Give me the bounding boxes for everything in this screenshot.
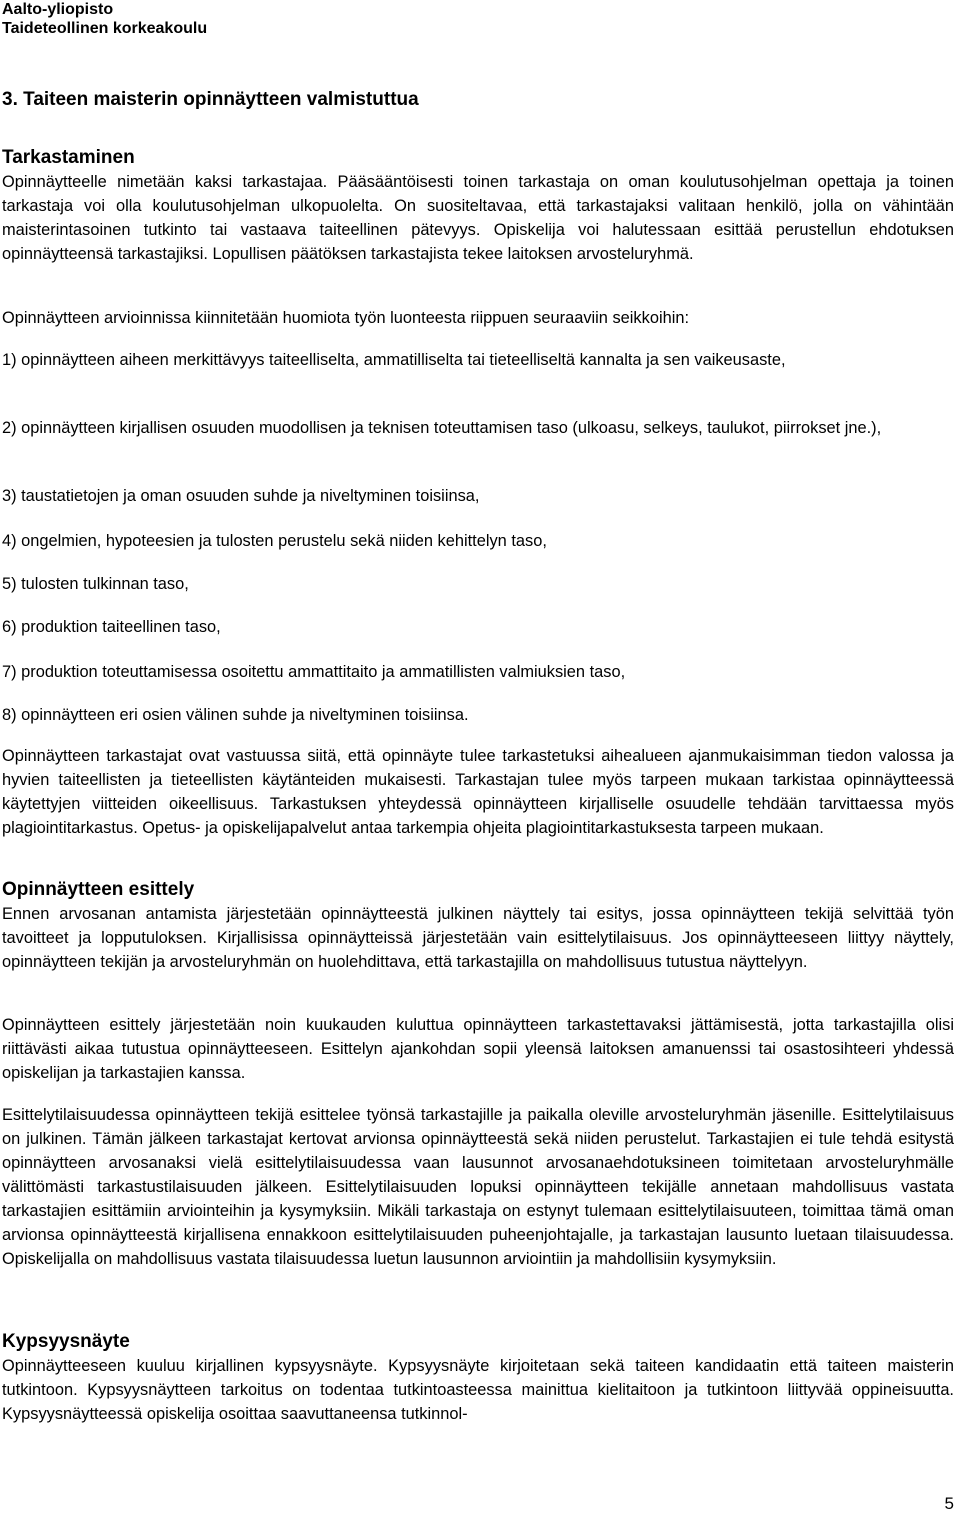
paragraph-kypsyysnayte: Opinnäytteeseen kuuluu kirjallinen kypsyysnäyte. Kypsyysnäyte kirjoitetaan sekä taiteen kandidaatin että taiteen maisterin tutkintoon. Kypsyysnäytteen tarkoitus on todentaa tutkintoasteessa mainittua kielitaitoon ja tutkintoon liittyvää oppineisuutta. Kypsyysnäytteessä opiskelija osoittaa saavuttaneensa tutkinnol- — [2, 1357, 954, 1423]
header-school: Taideteollinen korkeakoulu — [2, 20, 208, 37]
paragraph-esittely-3: Esittelytilaisuudessa opinnäytteen tekijä esittelee työnsä tarkastajille ja paikalla oleville arvosteluryhmän jäsenille. Esittelytilaisuus on julkinen. Tämän jälkeen tarkastajat kertovat arvionsa opinnäytteestä sekä niiden perustelut. Tarkastajien ei tule tehdä esitystä opinnäytteen arvosanaksi vielä esittelytilaisuudessa vaan lausunnot arvosanaehdotuksineen toimitetaan arvosteluryhmälle välittömästi tarkastustilaisuuden jälkeen. Esittelytilaisuuden lopuksi opinnäytteen tekijälle annetaan mahdollisuus vastata tarkastajien esittämiin arviointeihin ja kysymyksiin. Mikäli tarkastaja on estynyt tulemaan esittelytilaisuuteen, toimittaa tämä oman arvionsa opinnäytteestä kirjallisena ennakkoon esittelytilaisuuden puheenjohtajalle, ja tarkastajan lausunto luetaan tilaisuudessa. Opiskelijalla on mahdollisuus vastata tilaisuudessa luetun lausunnon arviointiin ja mahdollisiin kysymyksiin. — [2, 1106, 954, 1268]
paragraph-arviointi-intro: Opinnäytteen arvioinnissa kiinnitetään huomiota työn luonteesta riippuen seuraaviin seikkoihin: — [2, 309, 690, 327]
section-title: 3. Taiteen maisterin opinnäytteen valmistuttua — [2, 89, 419, 110]
list-item-6: 6) produktion taiteellinen taso, — [2, 618, 221, 636]
paragraph-tarkastajat: Opinnäytteelle nimetään kaksi tarkastajaa. Pääsääntöisesti toinen tarkastaja on oman koulutusohjelman opettaja ja toinen tarkastaja voi olla koulutusohjelman ulkopuolelta. On suositeltavaa, että tarkastajaksi valitaan henkilö, jolla on vähintään maisterintasoinen tutkinto tai vastaava taiteellinen pätevyys. Opiskelija voi halutessaan esittää perustellun ehdotuksen opinnäytteensä tarkastajiksi. Lopullisen päätöksen tarkastajista tekee laitoksen arvosteluryhmä. — [2, 173, 954, 263]
heading-esittely: Opinnäytteen esittely — [2, 879, 195, 900]
page-number: 5 — [944, 1494, 954, 1513]
heading-kypsyysnayte: Kypsyysnäyte — [2, 1331, 130, 1352]
list-item-1: 1) opinnäytteen aiheen merkittävyys taiteelliselta, ammatilliselta tai tieteelliseltä kannalta ja sen vaikeusaste, — [2, 351, 786, 369]
list-item-2: 2) opinnäytteen kirjallisen osuuden muodollisen ja teknisen toteuttamisen taso (ulkoasu, selkeys, taulukot, piirrokset jne.), — [2, 419, 882, 437]
header-university: Aalto-yliopisto — [2, 1, 114, 18]
paragraph-esittely-2: Opinnäytteen esittely järjestetään noin kuukauden kuluttua opinnäytteen tarkastettavaksi jättämisestä, jotta tarkastajilla olisi riittävästi aikaa tutustua opinnäytteeseen. Esittelyn ajankohdan sopii yleensä laitoksen amanuenssi tai osastosihteeri yhdessä opiskelijan ja tarkastajien kanssa. — [2, 1016, 954, 1082]
list-item-5: 5) tulosten tulkinnan taso, — [2, 575, 189, 593]
paragraph-esittely-1: Ennen arvosanan antamista järjestetään opinnäytteestä julkinen näyttely tai esitys, jossa opinnäytteen tekijä selvittää työn tavoitteet ja lopputuloksen. Kirjallisissa opinnäytteissä järjestetään vain esittelytilaisuus. Jos opinnäytteeseen liittyy näyttely, opinnäytteen tekijän ja arvosteluryhmän on huolehdittava, että tarkastajilla on mahdollisuus tutustua näyttelyyn. — [2, 905, 954, 971]
paragraph-tarkastajien-vastuu: Opinnäytteen tarkastajat ovat vastuussa siitä, että opinnäyte tulee tarkastetuksi aihealueen ajanmukaisimman tiedon valossa ja hyvien taiteellisten ja tieteellisten käytänteiden mukaisesti. Tarkastajan tulee myös tarpeen mukaan tarkistaa opinnäytteessä käytettyjen viitteiden oikeellisuus. Tarkastuksen yhteydessä opinnäytteen kirjalliselle osuudelle tehdään tarvittaessa myös plagiointitarkastus. Opetus- ja opiskelijapalvelut antaa tarkempia ohjeita plagiointitarkastuksesta tarpeen mukaan. — [2, 747, 954, 837]
list-item-7: 7) produktion toteuttamisessa osoitettu ammattitaito ja ammatillisten valmiuksien taso, — [2, 663, 626, 681]
heading-tarkastaminen: Tarkastaminen — [2, 147, 135, 168]
list-item-3: 3) taustatietojen ja oman osuuden suhde ja niveltyminen toisiinsa, — [2, 487, 480, 505]
list-item-8: 8) opinnäytteen eri osien välinen suhde ja niveltyminen toisiinsa. — [2, 706, 469, 724]
list-item-4: 4) ongelmien, hypoteesien ja tulosten perustelu sekä niiden kehittelyn taso, — [2, 532, 547, 550]
